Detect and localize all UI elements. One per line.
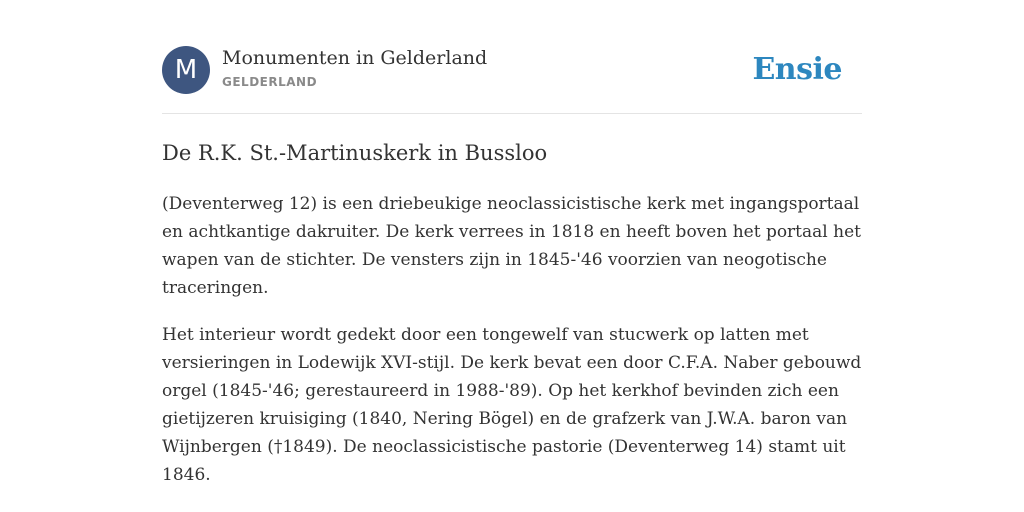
site-name[interactable]: Monumenten in Gelderland — [222, 47, 488, 69]
avatar[interactable]: M — [162, 46, 210, 94]
header-divider — [162, 113, 862, 114]
header — [162, 46, 862, 96]
brand-logo[interactable]: Ensie — [752, 52, 842, 87]
article-paragraph-2: Het interieur wordt gedekt door een tongewelf van stucwerk op latten met versieringen in Lodewijk XVI-stijl. De kerk bevat een door C.F.A. Naber gebouwd orgel (1845-'46; gerestaureerd in 1988-'89). Op het kerkhof bevinden zich een gietijzeren kruisiging (1840, Nering Bögel) en de grafzerk van J.W.A. baron van Wijnbergen (†1849). De neoclassicistische pastorie (Deventerweg 14) stamt uit 1846. — [162, 325, 862, 485]
article-title: De R.K. St.-Martinuskerk in Bussloo — [162, 141, 548, 165]
site-category[interactable]: GELDERLAND — [222, 75, 318, 89]
article-paragraph-1: (Deventerweg 12) is een driebeukige neoclassicistische kerk met ingangsportaal en achtkantige dakruiter. De kerk verrees in 1818 en heeft boven het portaal het wapen van de stichter. De vensters zijn in 1845-'46 voorzien van neogotische traceringen. — [162, 194, 861, 298]
